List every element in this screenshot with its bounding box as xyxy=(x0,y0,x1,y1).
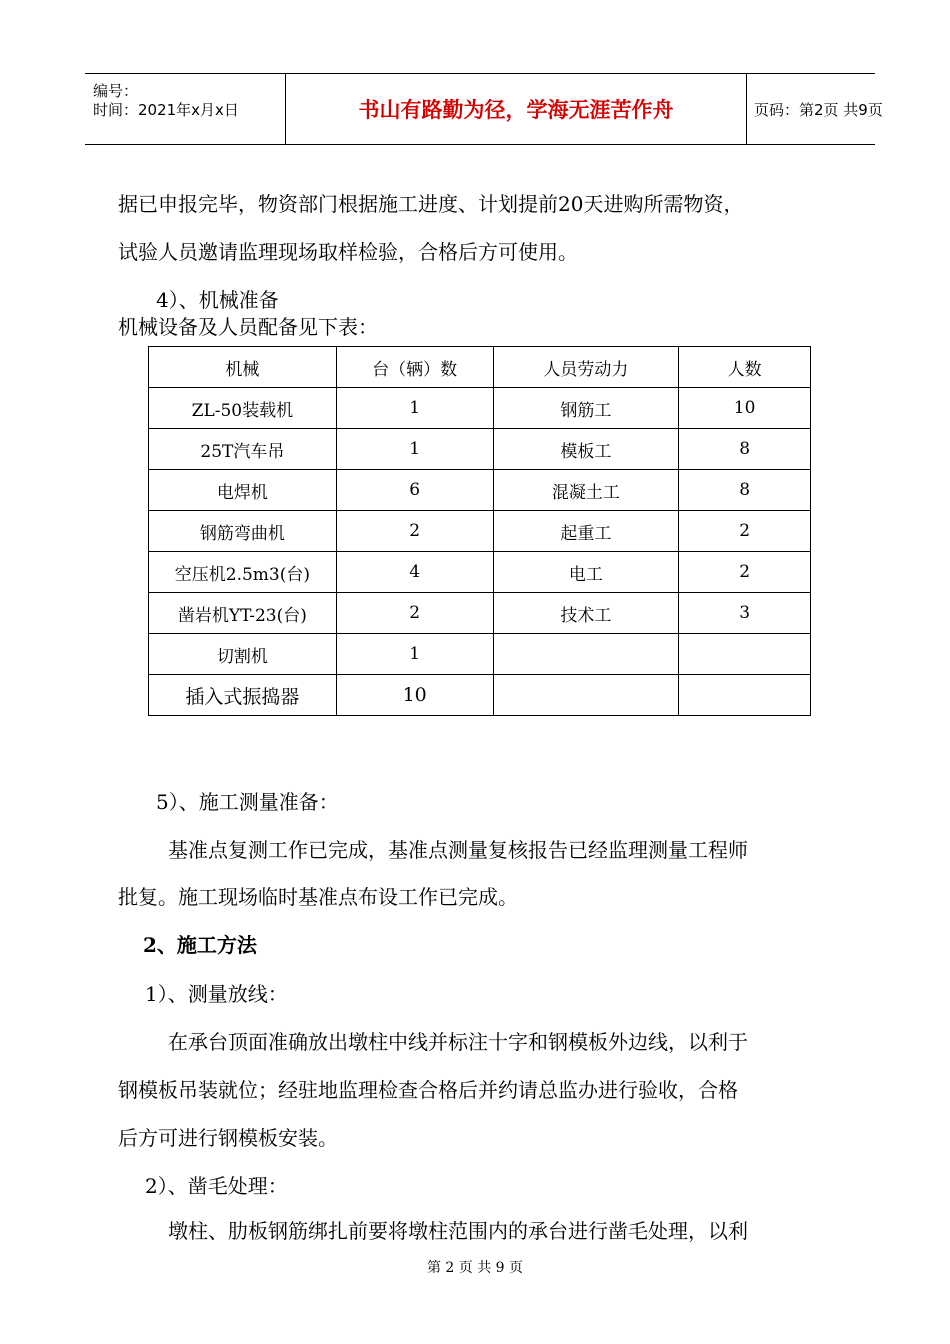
table-cell: 钢筋弯曲机 xyxy=(149,511,337,552)
table-cell: 2 xyxy=(336,593,493,634)
header-page-label: 页码：第2页 共9页 xyxy=(754,100,883,119)
paragraph-line: 在承台顶面准确放出墩柱中线并标注十字和钢模板外边线，以利于 xyxy=(168,1030,748,1054)
doc-number-label: 编号： xyxy=(93,82,139,100)
equipment-table xyxy=(148,346,811,716)
table-cell: 凿岩机YT-23(台) xyxy=(149,593,337,634)
paragraph-line: 墩柱、肋板钢筋绑扎前要将墩柱范围内的承台进行凿毛处理，以利 xyxy=(168,1219,748,1243)
table-cell: 模板工 xyxy=(493,429,679,470)
section-heading: 1）、测量放线： xyxy=(145,982,288,1006)
table-cell: 1 xyxy=(336,388,493,429)
table-cell: 8 xyxy=(679,470,811,511)
table-cell xyxy=(493,675,679,716)
table-cell: 1 xyxy=(336,429,493,470)
table-cell: 10 xyxy=(336,675,493,716)
doc-time-label: 时间：2021年x月x日 xyxy=(93,101,239,119)
table-cell xyxy=(679,634,811,675)
table-cell: 技术工 xyxy=(493,593,679,634)
section-heading: 4）、机械准备 xyxy=(156,288,279,312)
table-cell: 混凝土工 xyxy=(493,470,679,511)
table-cell: 8 xyxy=(679,429,811,470)
table-cell: 2 xyxy=(679,511,811,552)
table-cell: 25T汽车吊 xyxy=(149,429,337,470)
table-cell: 切割机 xyxy=(149,634,337,675)
table-cell: 电工 xyxy=(493,552,679,593)
table-row xyxy=(149,675,811,716)
header-cell: 人员劳动力 xyxy=(493,347,679,388)
table-header-row xyxy=(149,347,811,388)
section-heading: 5）、施工测量准备： xyxy=(156,790,339,814)
page-header xyxy=(85,73,883,145)
header-cell: 人数 xyxy=(679,347,811,388)
paragraph-line: 批复。施工现场临时基准点布设工作已完成。 xyxy=(118,885,518,909)
table-cell: 4 xyxy=(336,552,493,593)
paragraph-line: 后方可进行钢模板安装。 xyxy=(118,1126,338,1150)
paragraph-line: 钢模板吊装就位；经驻地监理检查合格后并约请总监办进行验收，合格 xyxy=(118,1078,738,1102)
page-footer: 第 2 页 共 9 页 xyxy=(426,1260,524,1276)
header-motto: 书山有路勤为径，学海无涯苦作舟 xyxy=(285,74,747,144)
table-cell: 2 xyxy=(679,552,811,593)
table-row xyxy=(149,511,811,552)
header-cell: 台（辆）数 xyxy=(336,347,493,388)
paragraph-line: 据已申报完毕，物资部门根据施工进度、计划提前20天进购所需物资， xyxy=(118,192,744,216)
table-row xyxy=(149,388,811,429)
table-row xyxy=(149,593,811,634)
section-heading: 2）、凿毛处理： xyxy=(145,1174,288,1198)
table-cell: 10 xyxy=(679,388,811,429)
table-cell: 起重工 xyxy=(493,511,679,552)
table-cell: 2 xyxy=(336,511,493,552)
paragraph-line: 基准点复测工作已完成，基准点测量复核报告已经监理测量工程师 xyxy=(168,838,748,862)
table-cell: 电焊机 xyxy=(149,470,337,511)
table-cell: 3 xyxy=(679,593,811,634)
table-cell: 插入式振捣器 xyxy=(149,675,337,716)
table-cell xyxy=(493,634,679,675)
table-cell: 6 xyxy=(336,470,493,511)
header-cell: 机械 xyxy=(149,347,337,388)
table-cell: 钢筋工 xyxy=(493,388,679,429)
table-cell: ZL-50装载机 xyxy=(149,388,337,429)
table-cell: 空压机2.5m3(台) xyxy=(149,552,337,593)
paragraph-line: 试验人员邀请监理现场取样检验，合格后方可使用。 xyxy=(118,240,578,264)
table-row xyxy=(149,552,811,593)
header-meta xyxy=(85,74,285,144)
table-row xyxy=(149,634,811,675)
table-row xyxy=(149,429,811,470)
chapter-heading: 2、施工方法 xyxy=(143,933,257,957)
table-intro: 机械设备及人员配备见下表： xyxy=(118,315,378,339)
table-cell xyxy=(679,675,811,716)
table-cell: 1 xyxy=(336,634,493,675)
table-row xyxy=(149,470,811,511)
